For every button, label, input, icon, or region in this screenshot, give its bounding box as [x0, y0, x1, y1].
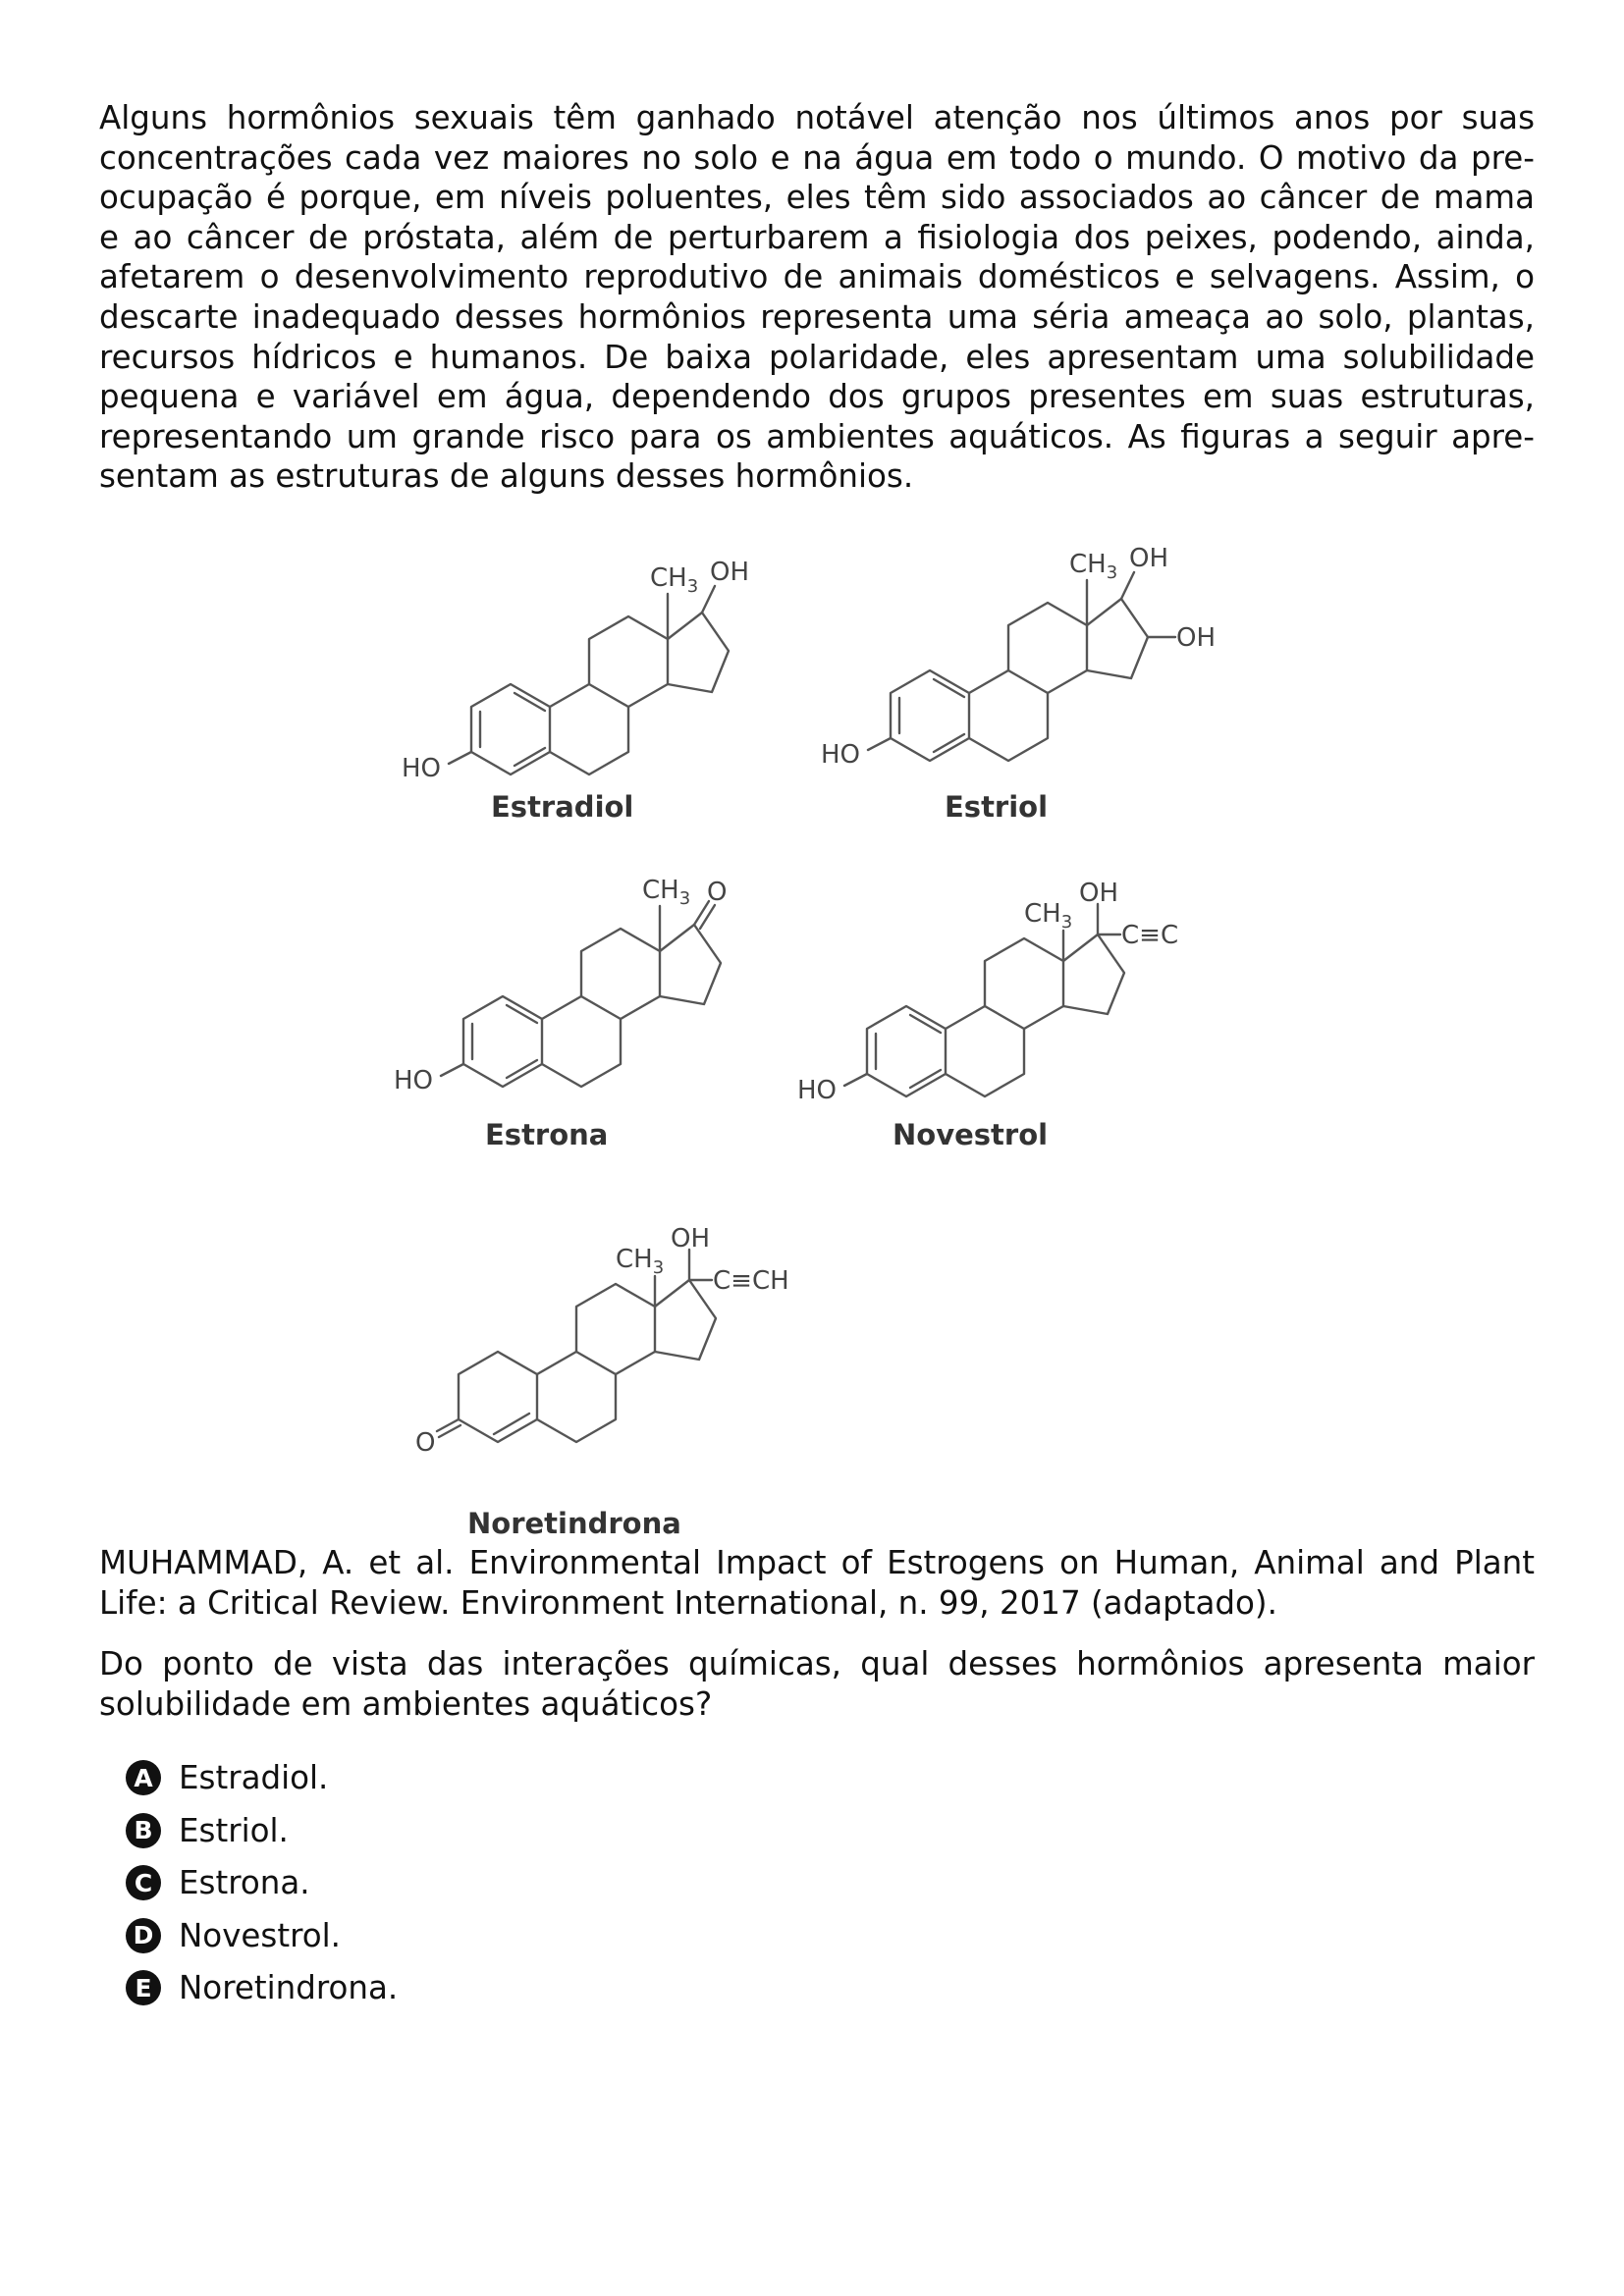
intro-line: e ao câncer de próstata, além de perturbarem a fisiologia dos peixes, podendo, ainda,	[99, 218, 1535, 256]
compound-name-noretindrona: Noretindrona	[467, 1507, 681, 1540]
oh-label: OH	[671, 1224, 711, 1254]
oh-label: OH	[1079, 879, 1119, 908]
estradiol-structure	[402, 558, 749, 824]
subscript-3: 3	[652, 1257, 665, 1278]
ho-label: HO	[402, 754, 442, 783]
option-letter-badge: C	[126, 1865, 161, 1900]
question-line: Do ponto de vista das interações químicas, qual desses hormônios apresenta maior	[99, 1645, 1535, 1682]
ho-label: HO	[394, 1066, 434, 1095]
intro-line: descarte inadequado desses hormônios representa uma séria ameaça ao solo, plantas,	[99, 297, 1535, 336]
methyl-label	[650, 563, 698, 597]
compound-name-estrona: Estrona	[485, 1118, 609, 1151]
hormone-structures-figure	[373, 535, 1257, 1540]
intro-line: Alguns hormônios sexuais têm ganhado notável atenção nos últimos anos por suas	[99, 99, 1535, 136]
ethynyl-label: C≡C	[1121, 921, 1179, 950]
intro-line: concentrações cada vez maiores no solo e na água em todo o mundo. O motivo da pre-	[99, 138, 1535, 177]
estrona-structure	[394, 876, 727, 1151]
intro-line: pequena e variável em água, dependendo dos grupos presentes em suas estruturas,	[99, 378, 1535, 416]
intro-line: afetarem o desenvolvimento reprodutivo de animais domésticos e selvagens. Assim, o	[99, 258, 1535, 296]
compound-name-estriol: Estriol	[945, 790, 1049, 824]
option-text: Noretindrona.	[179, 1969, 399, 2007]
methyl-label	[642, 876, 690, 909]
noretindrona-structure	[415, 1224, 789, 1540]
citation	[99, 1543, 1535, 1623]
option-letter-badge: D	[126, 1918, 161, 1953]
ch-text: CH	[1024, 899, 1061, 929]
novestrol-structure	[797, 879, 1178, 1151]
ethynyl-label: C≡CH	[713, 1266, 789, 1296]
oh-partial-label: OH	[1176, 623, 1217, 653]
option-letter-badge: E	[126, 1970, 161, 2005]
option-text: Novestrol.	[179, 1916, 341, 1954]
structures-svg	[373, 535, 1257, 1540]
ch-text: CH	[616, 1245, 653, 1274]
option-a[interactable]	[126, 1758, 398, 1797]
subscript-3: 3	[1060, 912, 1073, 933]
citation-line: Life: a Critical Review. Environment International, n. 99, 2017 (adaptado).	[99, 1583, 1277, 1622]
oxo-label: O	[415, 1428, 436, 1458]
subscript-3: 3	[686, 576, 699, 597]
ho-label: HO	[797, 1076, 838, 1105]
option-text: Estrona.	[179, 1864, 310, 1902]
option-c[interactable]	[126, 1863, 398, 1902]
intro-line: recursos hídricos e humanos. De baixa polaridade, eles apresentam uma solubilidade	[99, 338, 1535, 376]
option-text: Estriol.	[179, 1811, 289, 1849]
option-text: Estradiol.	[179, 1759, 329, 1796]
option-letter-badge: B	[126, 1813, 161, 1848]
methyl-label	[1024, 899, 1072, 933]
ch-text: CH	[650, 563, 687, 593]
oh-label: OH	[710, 558, 750, 587]
compound-name-novestrol: Novestrol	[893, 1118, 1049, 1151]
oxo-label: O	[707, 878, 728, 907]
methyl-label	[1069, 550, 1117, 583]
ho-label: HO	[821, 740, 861, 770]
oh-label: OH	[1129, 544, 1169, 573]
citation-line: MUHAMMAD, A. et al. Environmental Impact of Estrogens on Human, Animal and Plant	[99, 1544, 1535, 1581]
methyl-label	[616, 1245, 664, 1278]
intro-paragraph	[99, 98, 1535, 497]
answer-options	[126, 1758, 398, 2021]
intro-line: sentam as estruturas de alguns desses hormônios.	[99, 457, 914, 496]
ch-text: CH	[1069, 550, 1107, 579]
compound-name-estradiol: Estradiol	[491, 790, 634, 824]
option-e[interactable]	[126, 1968, 398, 2007]
subscript-3: 3	[678, 888, 691, 909]
intro-line: ocupação é porque, em níveis poluentes, eles têm sido associados ao câncer de mama	[99, 179, 1535, 217]
subscript-3: 3	[1106, 562, 1118, 583]
intro-line: representando um grande risco para os ambientes aquáticos. As figuras a seguir apre-	[99, 417, 1535, 455]
option-b[interactable]	[126, 1811, 398, 1850]
estriol-structure	[821, 544, 1216, 824]
ch-text: CH	[642, 876, 679, 905]
option-letter-badge: A	[126, 1760, 161, 1795]
option-d[interactable]	[126, 1916, 398, 1955]
question-stem	[99, 1644, 1535, 1724]
question-line: solubilidade em ambientes aquáticos?	[99, 1684, 713, 1723]
